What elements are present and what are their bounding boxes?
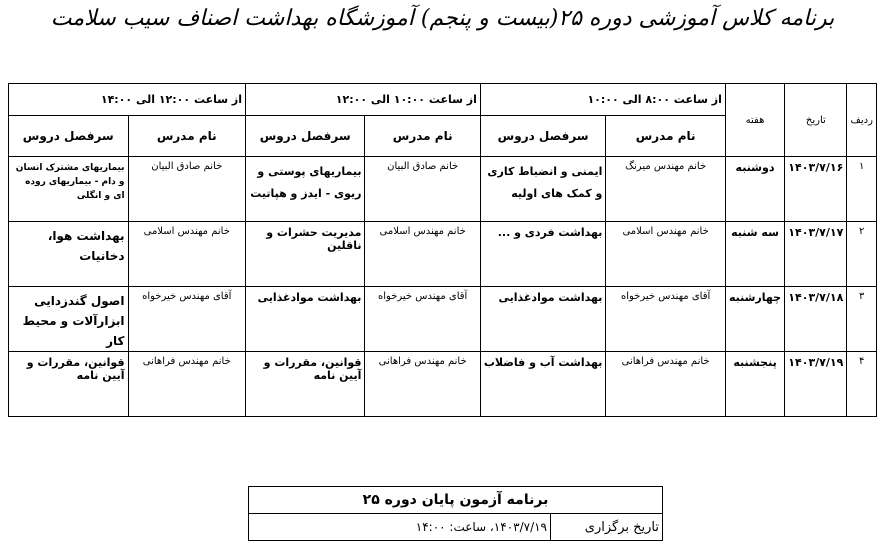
row-date: ۱۴۰۳/۷/۱۹	[785, 352, 847, 417]
teacher-header: نام مدرس	[606, 116, 725, 157]
slot3-header: از ساعت ۱۲:۰۰ الی ۱۴:۰۰	[9, 84, 246, 116]
teacher-header: نام مدرس	[128, 116, 245, 157]
topic-cell: قوانین، مقررات و آیین نامه	[9, 352, 129, 417]
topic-cell: مدیریت حشرات و ناقلین	[245, 222, 364, 287]
teacher-header: نام مدرس	[365, 116, 480, 157]
exam-title: برنامه آزمون پایان دوره ۲۵	[249, 487, 663, 514]
row-number: ۲	[847, 222, 877, 287]
row-day: پنجشنبه	[725, 352, 784, 417]
table-row	[9, 287, 877, 352]
table-row	[9, 222, 877, 287]
row-number: ۳	[847, 287, 877, 352]
schedule-header-row	[9, 84, 877, 116]
topic-header: سرفصل دروس	[245, 116, 364, 157]
topic-header: سرفصل دروس	[480, 116, 605, 157]
page-title: برنامه کلاس آموزشی دوره ۲۵(بیست و پنجم) آموزشگاه بهداشت اصناف سیب سلامت	[50, 6, 835, 31]
teacher-cell: خانم صادق البیان	[128, 157, 245, 222]
date-header: تاریخ	[785, 84, 847, 157]
table-row	[9, 352, 877, 417]
topic-cell: بهداشت فردی و ...	[480, 222, 605, 287]
teacher-cell: خانم مهندس فراهانی	[606, 352, 725, 417]
week-header: هفته	[725, 84, 784, 157]
row-date: ۱۴۰۳/۷/۱۶	[785, 157, 847, 222]
topic-cell: ایمنی و انضباط کاری و کمک های اولیه	[480, 157, 605, 222]
exam-date-row	[249, 514, 663, 541]
topic-cell: بهداشت موادغذایی	[245, 287, 364, 352]
teacher-cell: خانم مهندس اسلامی	[365, 222, 480, 287]
row-number: ۱	[847, 157, 877, 222]
teacher-cell: آقای مهندس خیرخواه	[128, 287, 245, 352]
teacher-cell: خانم مهندس اسلامی	[128, 222, 245, 287]
row-number: ۴	[847, 352, 877, 417]
topic-header: سرفصل دروس	[9, 116, 129, 157]
exam-date-value: ۱۴۰۳/۷/۱۹، ساعت: ۱۴:۰۰	[249, 514, 551, 541]
schedule-table	[8, 83, 877, 417]
row-date: ۱۴۰۳/۷/۱۸	[785, 287, 847, 352]
teacher-cell: خانم مهندس اسلامی	[606, 222, 725, 287]
row-day: دوشنبه	[725, 157, 784, 222]
teacher-cell: آقای مهندس خیرخواه	[365, 287, 480, 352]
topic-cell: بهداشت موادغذایی	[480, 287, 605, 352]
topic-cell: قوانین، مقررات و آیین نامه	[245, 352, 364, 417]
teacher-cell: خانم صادق البیان	[365, 157, 480, 222]
slot1-header: از ساعت ۸:۰۰ الی ۱۰:۰۰	[480, 84, 725, 116]
row-number-header: ردیف	[847, 84, 877, 157]
row-date: ۱۴۰۳/۷/۱۷	[785, 222, 847, 287]
row-day: چهارشنبه	[725, 287, 784, 352]
slot2-header: از ساعت ۱۰:۰۰ الی ۱۲:۰۰	[245, 84, 480, 116]
teacher-cell: خانم مهندس فراهانی	[365, 352, 480, 417]
topic-cell: اصول گندزدایی ابزارآلات و محیط کار	[9, 287, 129, 352]
topic-cell: بهداشت آب و فاضلاب	[480, 352, 605, 417]
topic-cell: بهداشت هوا، دخانیات	[9, 222, 129, 287]
table-row	[9, 157, 877, 222]
teacher-cell: خانم مهندس میرنگ	[606, 157, 725, 222]
teacher-cell: خانم مهندس فراهانی	[128, 352, 245, 417]
topic-cell: بیماریهای مشترک انسان و دام - بیماریهای روده ای و انگلی	[9, 157, 129, 222]
exam-date-label: تاریخ برگزاری	[551, 514, 663, 541]
topic-cell: بیماریهای پوستی و ریوی - ایدز و هپاتیت	[245, 157, 364, 222]
row-day: سه شنبه	[725, 222, 784, 287]
exam-title-row	[249, 487, 663, 514]
teacher-cell: آقای مهندس خیرخواه	[606, 287, 725, 352]
exam-table	[248, 486, 663, 541]
